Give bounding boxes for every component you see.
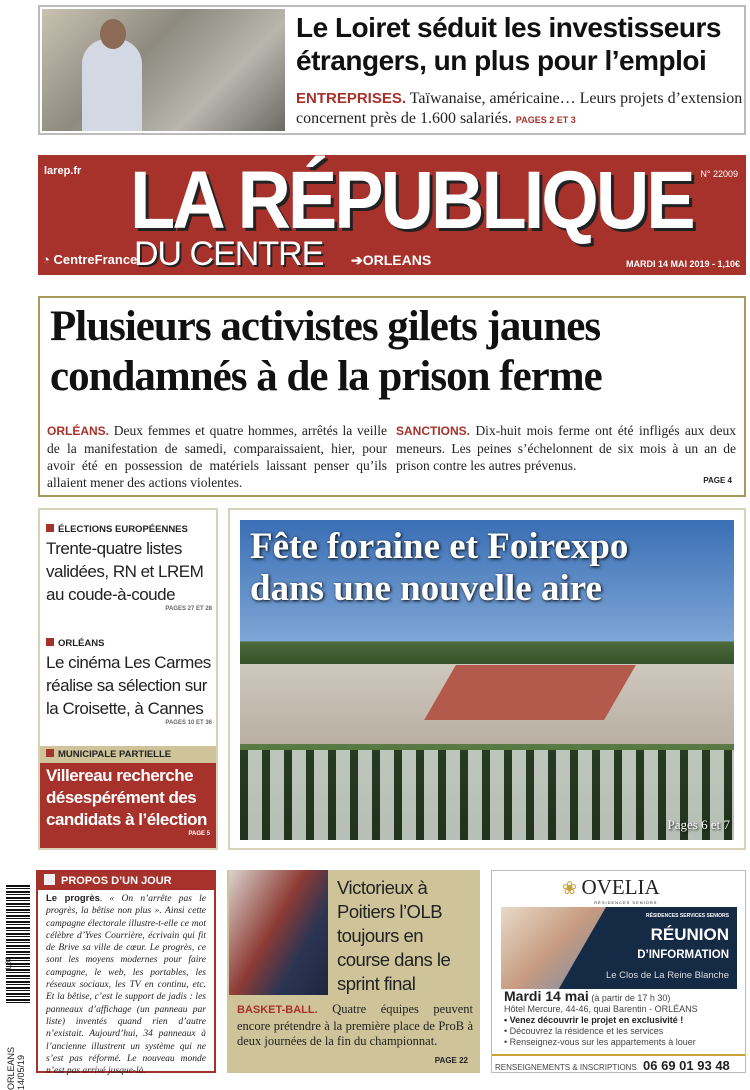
masthead-title: LA RÉPUBLIQUE	[130, 154, 693, 246]
issue-number: N° 22009	[700, 169, 738, 179]
brief-headline: Villereau recherche désespérément des candidats à l’élection	[46, 766, 207, 829]
group-icon: ◔	[42, 252, 54, 267]
brief-item[interactable]: ORLÉANS Le cinéma Les Carmes réalise sa sélection sur la Croisette, à Cannes PAGES 10 ET 36	[46, 638, 212, 726]
photo-story[interactable]	[228, 508, 746, 850]
brief-headline: Trente-quatre listes validées, RN et LREM au coude-à-coude	[46, 539, 204, 604]
date-price: MARDI 14 MAI 2019 - 1,10€	[625, 259, 740, 269]
sport-story[interactable]	[227, 870, 480, 1073]
seniors-photo	[501, 907, 606, 989]
teaser-text: ENTREPRISES. Taïwanaise, américaine… Leurs projets d’extension concernent près de 1.600 salariés. PAGES 2 ET 3	[296, 90, 743, 127]
lead-headline: Plusieurs activistes gilets jaunes condamnés à de la prison ferme	[50, 303, 602, 400]
brief-headline: Le cinéma Les Carmes réalise sa sélection sur la Croisette, à Cannes	[46, 653, 211, 718]
masthead-subtitle: DU CENTRE	[134, 235, 324, 273]
lead-col2: SANCTIONS. Dix-huit mois ferme ont été infligés aux deux meneurs. Les peines s’échelonnent de six mois à un an de prison contre les autres prévenus.	[396, 423, 736, 473]
centrefrance-logo: ◔ CentreFrance	[42, 252, 138, 267]
teaser-headline: Le Loiret séduit les investisseurs étrangers, un plus pour l’emploi	[296, 12, 721, 76]
edition: ➔ORLEANS	[351, 252, 432, 268]
ovelia-ad[interactable]: ❀ OVELIA RÉSIDENCES SENIORS RÉSIDENCES SERVICES SENIORS RÉUNION D’INFORMATION Le Clos de La Reine Blanche Mardi 14 mai (à partir de 17 h 30) Hôtel Mercure, 44-46, quai Barentin - ORLÉANS • Venez découvrir le projet en exclusivité ! • Découvrez la résidence et les services • Renseignez-vous sur les appartements à louer RENSEIGNEMENTS & INSCRIPTIONS 06 69 01 93 48	[491, 870, 746, 1073]
lead-page: PAGE 4	[703, 476, 732, 485]
square-icon	[44, 874, 55, 885]
brief-item-highlight[interactable]: MUNICIPALE PARTIELLE Villereau recherche désespérément des candidats à l’élection PAGE 5	[40, 746, 216, 848]
barcode-edition: ORLEANS 14/05/19	[6, 1046, 26, 1090]
site-url[interactable]: larep.fr	[44, 165, 82, 177]
teaser[interactable]	[38, 5, 746, 135]
teaser-photo	[42, 9, 285, 131]
photo-pages: Pages 6 et 7	[667, 817, 730, 832]
ad-banner: RÉSIDENCES SERVICES SENIORS RÉUNION D’INFORMATION Le Clos de La Reine Blanche	[501, 907, 737, 989]
ovelia-logo: ❀ OVELIA RÉSIDENCES SENIORS	[562, 875, 660, 905]
brief-item[interactable]: ÉLECTIONS EUROPÉENNES Trente-quatre listes validées, RN et LREM au coude-à-coude PAGES 27 ET 28	[46, 524, 212, 612]
masthead[interactable]	[38, 155, 746, 275]
bullet-square-icon	[46, 524, 54, 532]
basketball-photo	[229, 870, 328, 995]
lead-story[interactable]	[38, 296, 746, 497]
barcode-price: 1,30	[5, 956, 13, 971]
bullet-square-icon	[46, 749, 54, 757]
ad-phone[interactable]: 06 69 01 93 48	[643, 1058, 730, 1073]
bullet-square-icon	[46, 638, 54, 646]
propos-dun-jour[interactable]: PROPOS D’UN JOUR Le progrès. « On n’arrête pas le progrès, la bêtise non plus ». Ainsi cette campagne électorale illustre-t-elle ce mot célèbre d’Yves Courrière, écrivain qui fit de Brive sa ville de cœur. Le progrès, ce sont les moyens modernes pour faire campagne, le web, les portables, les réseaux sociaux, les TV en continu, etc. Et la bêtise, c’est le support de jadis : les panneaux d’affichage (un panneau par liste) inventés quand rien d’autre n’existait. Aujourd’hui, 34 panneaux à l’ancienne illustrent un système qui ne s’est pas réformé. Le nouveau monde n’est pas arrivé jusque-là.	[36, 870, 216, 1073]
barcode	[6, 885, 30, 1005]
sport-text: BASKET-BALL. Quatre équipes peuvent encore prétendre à la première place de ProB à deux journées de la fin du championnat.	[237, 1002, 474, 1048]
photo-headline: Fête foraine et Foirexpo dans une nouvelle aire	[250, 526, 629, 609]
sport-headline: Victorieux à Poitiers l’OLB toujours en course dans le sprint final	[337, 877, 451, 994]
lead-col1: ORLÉANS. Deux femmes et quatre hommes, arrêtés la veille de la manifestation de samedi, comparaissaient, hier, pour avoir été en possession de matériels laissant penser qu’ils allaient mener des actions violentes.	[47, 423, 387, 490]
briefs-column	[38, 508, 218, 850]
sport-page: PAGE 22	[434, 1056, 468, 1065]
lotus-icon: ❀	[562, 878, 578, 898]
